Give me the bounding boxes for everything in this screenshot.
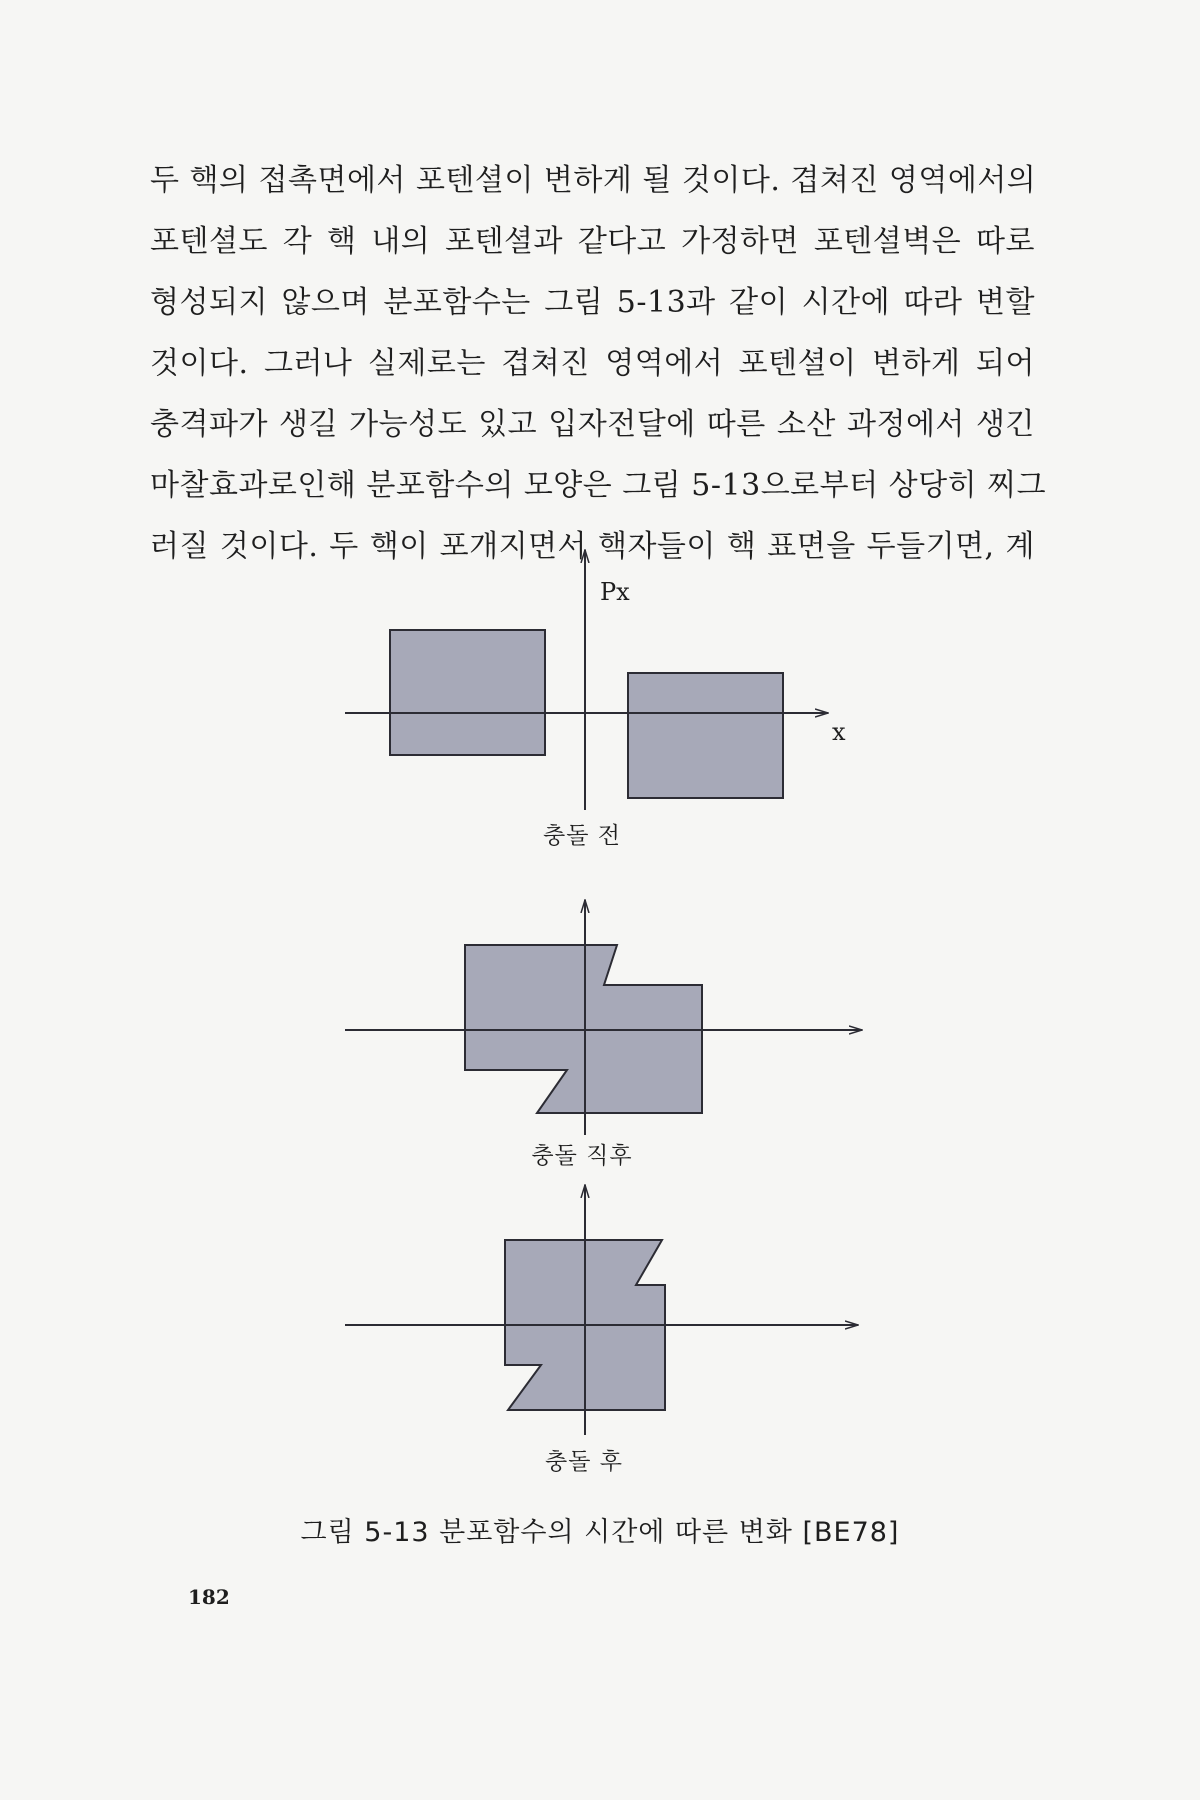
text-line: 두 핵의 접촉면에서 포텐셜이 변하게 될 것이다. 겹쳐진 영역에서의	[150, 163, 1037, 198]
panel-label-after: 충돌 후	[545, 1449, 623, 1475]
text-line: 마찰효과로인해 분포함수의 모양은 그림 5-13으로부터 상당히 찌그	[150, 468, 1047, 503]
panel-label-right-after: 충돌 직후	[531, 1143, 633, 1169]
text-line: 충격파가 생길 가능성도 있고 입자전달에 따른 소산 과정에서 생긴	[150, 407, 1035, 442]
panel-right-after-collision	[345, 900, 862, 1135]
text-line: 포텐셜도 각 핵 내의 포텐셜과 같다고 가정하면 포텐셜벽은 따로	[150, 224, 1035, 259]
text-line: 것이다. 그러나 실제로는 겹쳐진 영역에서 포텐셜이 변하게 되어	[150, 346, 1035, 381]
x-axis-label: x	[832, 718, 846, 746]
left-nucleus-distribution	[390, 630, 545, 755]
panel-label-before: 충돌 전	[543, 823, 621, 849]
page-number: 182	[188, 1585, 230, 1609]
right-nucleus-distribution	[628, 673, 783, 798]
panel-before-collision	[345, 550, 828, 810]
px-axis-label: Px	[600, 578, 630, 606]
panel-after-collision	[345, 1185, 858, 1435]
text-line: 형성되지 않으며 분포함수는 그림 5-13과 같이 시간에 따라 변할	[150, 285, 1035, 320]
figure-caption: 그림 5-13 분포함수의 시간에 따른 변화 [BE78]	[300, 1517, 900, 1548]
text-line: 러질 것이다. 두 핵이 포개지면서 핵자들이 핵 표면을 두들기면, 계	[150, 529, 1035, 564]
